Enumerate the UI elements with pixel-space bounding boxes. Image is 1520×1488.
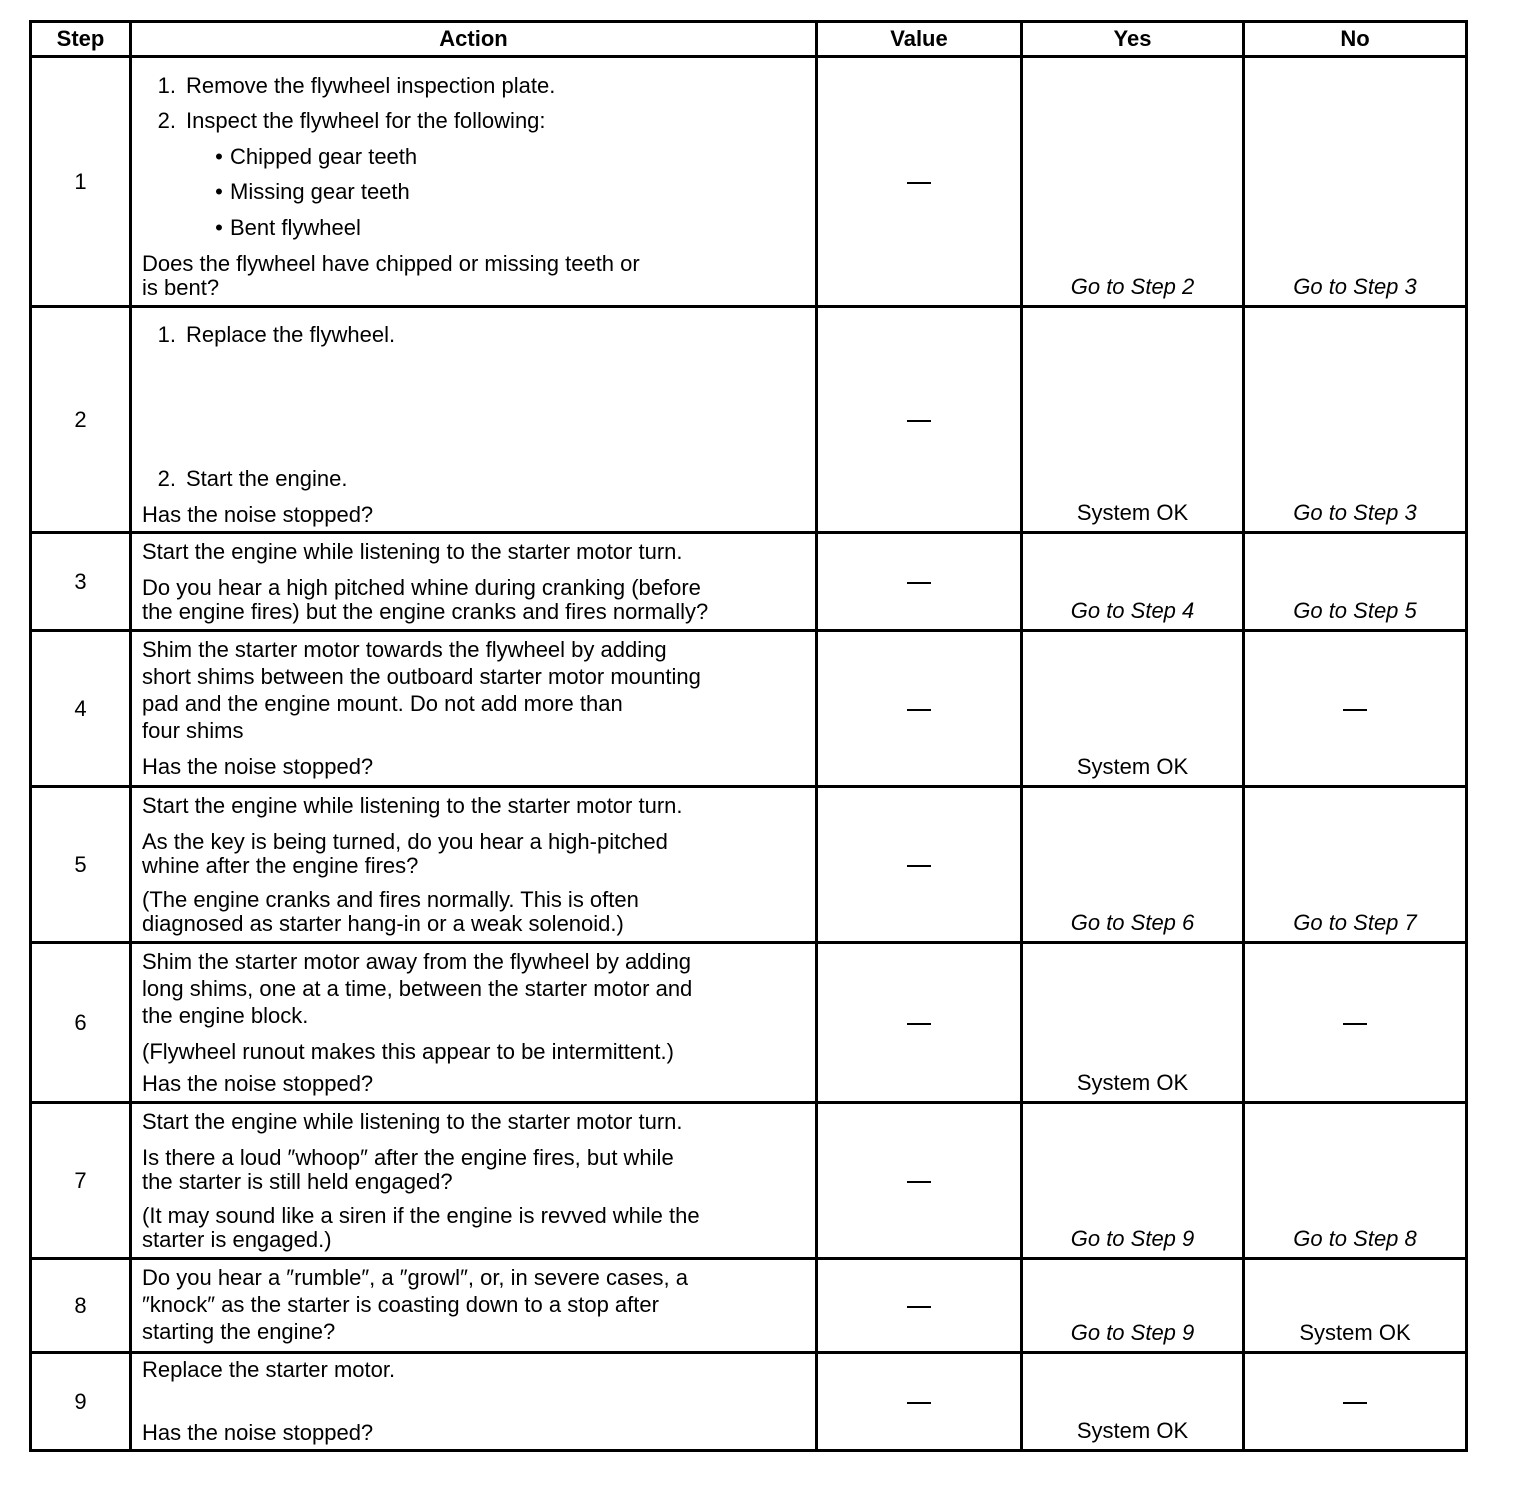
action-cell — [131, 307, 817, 533]
header-yes: Yes — [1022, 22, 1244, 57]
header-action: Action — [131, 22, 817, 57]
action-question: As the key is being turned, do you hear a high-pitched — [142, 829, 668, 854]
yes-cell: System OK — [1022, 1353, 1244, 1451]
value-dash — [907, 582, 931, 584]
action-cell — [131, 1353, 817, 1451]
value-cell — [817, 1259, 1022, 1353]
value-cell — [817, 943, 1022, 1103]
yes-cell: Go to Step 4 — [1022, 533, 1244, 631]
diagnostic-table — [29, 20, 1468, 1452]
table-row — [31, 1259, 1467, 1353]
yes-cell: Go to Step 9 — [1022, 1259, 1244, 1353]
header-step: Step — [31, 22, 131, 57]
step-number: 2 — [31, 307, 131, 533]
action-question: whine after the engine fires? — [142, 853, 419, 878]
no-cell — [1244, 1353, 1467, 1451]
table-row — [31, 631, 1467, 787]
table-row — [31, 1103, 1467, 1259]
table-row — [31, 307, 1467, 533]
action-paragraph: Shim the starter motor away from the flywheel by adding — [142, 949, 692, 974]
action-cell — [131, 1259, 817, 1353]
action-paragraph: Start the engine while listening to the starter motor turn. — [142, 1109, 683, 1134]
header-no: No — [1244, 22, 1467, 57]
action-paragraph: the engine block. — [142, 1003, 309, 1028]
action-paragraph: Start the engine while listening to the starter motor turn. — [142, 539, 683, 564]
no-cell — [1244, 943, 1467, 1103]
value-dash — [907, 1023, 931, 1025]
step-number: 5 — [31, 787, 131, 943]
yes-cell: Go to Step 9 — [1022, 1103, 1244, 1259]
action-question: starting the engine? — [142, 1319, 336, 1344]
value-cell — [817, 787, 1022, 943]
table-row — [31, 1353, 1467, 1451]
table-row — [31, 943, 1467, 1103]
action-question: Does the flywheel have chipped or missing teeth or — [142, 251, 640, 276]
action-note: starter is engaged.) — [142, 1227, 332, 1252]
action-cell — [131, 787, 817, 943]
value-cell — [817, 533, 1022, 631]
action-cell — [131, 1103, 817, 1259]
no-dash — [1343, 1402, 1367, 1404]
value-dash — [907, 865, 931, 867]
action-note: (Flywheel runout makes this appear to be intermittent.) — [142, 1039, 674, 1064]
step-number: 6 — [31, 943, 131, 1103]
no-cell: Go to Step 3 — [1244, 57, 1467, 307]
action-item: 1. Remove the flywheel inspection plate. — [157, 73, 556, 98]
table-row — [31, 787, 1467, 943]
value-dash — [907, 1306, 931, 1308]
action-note: (It may sound like a siren if the engine is revved while the — [142, 1203, 700, 1228]
header-row — [31, 22, 1467, 57]
bullet-item: • Chipped gear teeth — [215, 144, 418, 169]
action-question: Has the noise stopped? — [142, 502, 374, 527]
action-question: the engine fires) but the engine cranks and fires normally? — [142, 599, 709, 624]
no-dash — [1343, 1023, 1367, 1025]
bullet-item: • Missing gear teeth — [215, 179, 410, 204]
value-cell — [817, 307, 1022, 533]
action-paragraph: Replace the starter motor. — [142, 1357, 396, 1382]
yes-cell: System OK — [1022, 943, 1244, 1103]
yes-cell: System OK — [1022, 631, 1244, 787]
yes-cell: Go to Step 6 — [1022, 787, 1244, 943]
value-cell — [817, 1353, 1022, 1451]
action-question: Do you hear a high pitched whine during cranking (before — [142, 575, 701, 600]
action-paragraph: Start the engine while listening to the starter motor turn. — [142, 793, 683, 818]
bullet-item: • Bent flywheel — [215, 215, 361, 240]
action-item: 2. Start the engine. — [157, 466, 348, 491]
table-row — [31, 533, 1467, 631]
no-cell: Go to Step 3 — [1244, 307, 1467, 533]
action-question: Has the noise stopped? — [142, 1071, 374, 1096]
step-number: 4 — [31, 631, 131, 787]
action-question: Has the noise stopped? — [142, 754, 374, 779]
no-cell — [1244, 631, 1467, 787]
action-item: 1. Replace the flywheel. — [157, 322, 396, 347]
value-dash — [907, 1402, 931, 1404]
action-paragraph: short shims between the outboard starter motor mounting — [142, 664, 701, 689]
step-number: 9 — [31, 1353, 131, 1451]
no-cell: Go to Step 7 — [1244, 787, 1467, 943]
action-question: Has the noise stopped? — [142, 1420, 374, 1445]
step-number: 8 — [31, 1259, 131, 1353]
value-dash — [907, 709, 931, 711]
action-paragraph: four shims — [142, 718, 244, 743]
action-paragraph: long shims, one at a time, between the starter motor and — [142, 976, 693, 1001]
action-question: the starter is still held engaged? — [142, 1169, 453, 1194]
no-dash — [1343, 709, 1367, 711]
action-question: is bent? — [142, 275, 220, 300]
action-cell — [131, 943, 817, 1103]
step-number: 3 — [31, 533, 131, 631]
value-dash — [907, 420, 931, 422]
table-row — [31, 57, 1467, 307]
step-number: 1 — [31, 57, 131, 307]
no-cell: Go to Step 5 — [1244, 533, 1467, 631]
action-note: (The engine cranks and fires normally. This is often — [142, 887, 639, 912]
value-cell — [817, 1103, 1022, 1259]
action-question: Is there a loud ″whoop″ after the engine fires, but while — [142, 1145, 674, 1170]
yes-cell: System OK — [1022, 307, 1244, 533]
action-item: 2. Inspect the flywheel for the following: — [157, 108, 546, 133]
header-value: Value — [817, 22, 1022, 57]
value-dash — [907, 1181, 931, 1183]
yes-cell: Go to Step 2 — [1022, 57, 1244, 307]
value-cell — [817, 57, 1022, 307]
action-question: ″knock″ as the starter is coasting down to a stop after — [142, 1292, 659, 1317]
action-note: diagnosed as starter hang-in or a weak solenoid.) — [142, 911, 624, 936]
action-question: Do you hear a ″rumble″, a ″growl″, or, in severe cases, a — [142, 1265, 688, 1290]
action-paragraph: pad and the engine mount. Do not add more than — [142, 691, 623, 716]
action-cell — [131, 57, 817, 307]
value-dash — [907, 182, 931, 184]
value-cell — [817, 631, 1022, 787]
action-cell — [131, 631, 817, 787]
no-cell: Go to Step 8 — [1244, 1103, 1467, 1259]
action-cell — [131, 533, 817, 631]
action-paragraph: Shim the starter motor towards the flywheel by adding — [142, 637, 667, 662]
no-cell: System OK — [1244, 1259, 1467, 1353]
step-number: 7 — [31, 1103, 131, 1259]
